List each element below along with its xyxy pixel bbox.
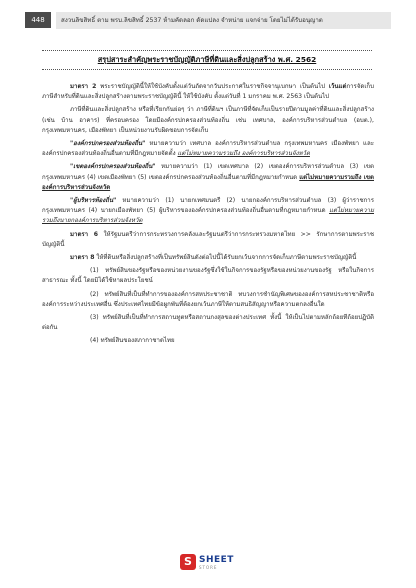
- document-title: สรุปสาระสำคัญพระราชบัญญัติภาษีที่ดินและสิ่งปลูกสร้าง พ.ศ. 2562: [97, 55, 317, 64]
- exclusion-local-exec: แต่ไม่หมายความรวมถึงนายกองค์การบริหารส่วนจังหวัด: [42, 207, 374, 225]
- logo-text: [199, 555, 234, 570]
- section-6-label: มาตรา 6: [70, 230, 99, 238]
- section-8-label: มาตรา 8: [70, 254, 95, 262]
- definition-local-exec: หมายความว่า (1) นายกเทศมนตรี (2) นายกองค์การบริหารส่วนตำบล (3) ผู้ว่าราชการกรุงเทพมหานคร (4) นายกเมืองพัทยา (5) ผู้บริหารขององค์กรปกครองส่วนท้องถิ่นอื่นตามที่กฎหมายกำหนด: [42, 197, 374, 215]
- section-2-label: มาตรา 2: [70, 83, 97, 90]
- paragraph-section-6: [42, 230, 374, 250]
- exemption-item-3: (3) ทรัพย์สินที่เป็นที่ทำการสถานทูตหรือสถานกงสุลของต่างประเทศ ทั้งนี้ ให้เป็นไปตามหลักถ้อยทีถ้อยปฏิบัติต่อกัน: [42, 314, 374, 332]
- exemption-item-4: (4) ทรัพย์สินของสภากาชาดไทย: [90, 337, 175, 345]
- page-number: 448: [25, 12, 51, 28]
- section-2-except: เว้นแต่: [328, 83, 347, 90]
- exclusion-local-area: แต่ไม่หมายความรวมถึง เขตองค์การบริหารส่วนจังหวัด: [42, 173, 374, 191]
- sheet-store-logo: [180, 548, 240, 576]
- exclusion-local-org: แต่ไม่หมายความรวมถึง องค์การบริหารส่วนจังหวัด: [177, 150, 310, 158]
- exemption-item-2: (2) ทรัพย์สินที่เป็นที่ทำการขององค์การสหประชาชาติ ทบวงการชำนัญพิเศษขององค์การสหประชาชาติหรือองค์การระหว่างประเทศอื่น ซึ่งประเทศไทยมีข้อผูกพันที่ต้องยกเว้นภาษีให้ตามสนธิสัญญาหรือความตกลงอื่นใด: [42, 290, 374, 308]
- document-title-box: [42, 50, 372, 70]
- paragraph-definition-local-org: [42, 139, 374, 159]
- section-2-text-a: พระราชบัญญัตินี้ให้ใช้บังคับตั้งแต่วันถัดจากวันประกาศในราชกิจจานุเบกษา เป็นต้นไป: [96, 83, 329, 90]
- term-local-exec: "ผู้บริหารท้องถิ่น": [70, 197, 117, 205]
- paragraph-section-2: [42, 82, 374, 102]
- logo-subtitle: STORE: [199, 564, 218, 570]
- copyright-notice: สงวนลิขสิทธิ์ ตาม พรบ.ลิขสิทธิ์ 2537 ห้ามคัดลอก ดัดแปลง จำหน่าย แจกจ่าย โดยไม่ได้รับอนุญาต: [56, 12, 391, 29]
- section-8-text: ให้ที่ดินหรือสิ่งปลูกสร้างที่เป็นทรัพย์สินดังต่อไปนี้ได้รับยกเว้นจากการจัดเก็บภาษีตามพระราชบัญญัตินี้: [94, 254, 357, 262]
- definition-local-org: หมายความว่า เทศบาล องค์การบริหารส่วนตำบล กรุงเทพมหานคร เมืองพัทยา และองค์กรปกครองส่วนท้องถิ่นอื่นตามที่มีกฎหมายจัดตั้ง: [42, 140, 374, 158]
- paragraph-section-8: [42, 253, 374, 263]
- paragraph-definition-local-area: [42, 162, 374, 193]
- term-local-org: "องค์กรปกครองส่วนท้องถิ่น": [70, 140, 146, 148]
- definition-local-area: หมายความว่า (1) เขตเทศบาล (2) เขตองค์การบริหารส่วนตำบล (3) เขตกรุงเทพมหานคร (4) เขตเมืองพัทยา (5) เขตองค์กรปกครองส่วนท้องถิ่นอื่นตามที่มีกฎหมายกำหนด: [42, 163, 374, 181]
- section-6-text: ให้รัฐมนตรีว่าการกระทรวงการคลังและรัฐมนตรีว่าการกระทรวงมหาดไทย >> รักษาการตามพระราชบัญญัตินี้: [42, 230, 374, 248]
- logo-mark-icon: S: [180, 554, 196, 570]
- exemption-item-1: (1) ทรัพย์สินของรัฐหรือของหน่วยงานของรัฐซึ่งใช้ในกิจการของรัฐหรือของหน่วยงานของรัฐ หรือในกิจการสาธารณะ ทั้งนี้ โดยมิได้ใช้หาผลประโยชน์: [42, 267, 374, 285]
- term-local-area: "เขตองค์กรปกครองส่วนท้องถิ่น": [70, 163, 156, 171]
- document-body: [42, 82, 374, 350]
- paragraph-definition-local-exec: [42, 196, 374, 227]
- logo-word: SHEET: [199, 554, 234, 565]
- section-2-text-b: การจัดเก็บภาษีสำหรับที่ดินและสิ่งปลูกสร้างตามพระราชบัญญัตินี้ ให้ใช้บังคับ ตั้งแต่วันที่ 1 มกราคม พ.ศ. 2563 เป็นต้นไป: [42, 83, 374, 101]
- paragraph-tax-description: ภาษีที่ดินและสิ่งปลูกสร้าง หรือที่เรียกกันย่อๆ ว่า ภาษีที่ดินฯ เป็นภาษีที่จัดเก็บเป็นรายปีตามมูลค่าที่ดินและสิ่งปลูกสร้าง (เช่น บ้าน อาคาร) ที่ครอบครอง โดยมีองค์กรปกครองส่วนท้องถิ่น เช่น เทศบาล, องค์การบริหารส่วนตำบล (อบต.), กรุงเทพมหานคร, เมืองพัทยา เป็นหน่วยงานรับผิดชอบการจัดเก็บ: [42, 106, 374, 134]
